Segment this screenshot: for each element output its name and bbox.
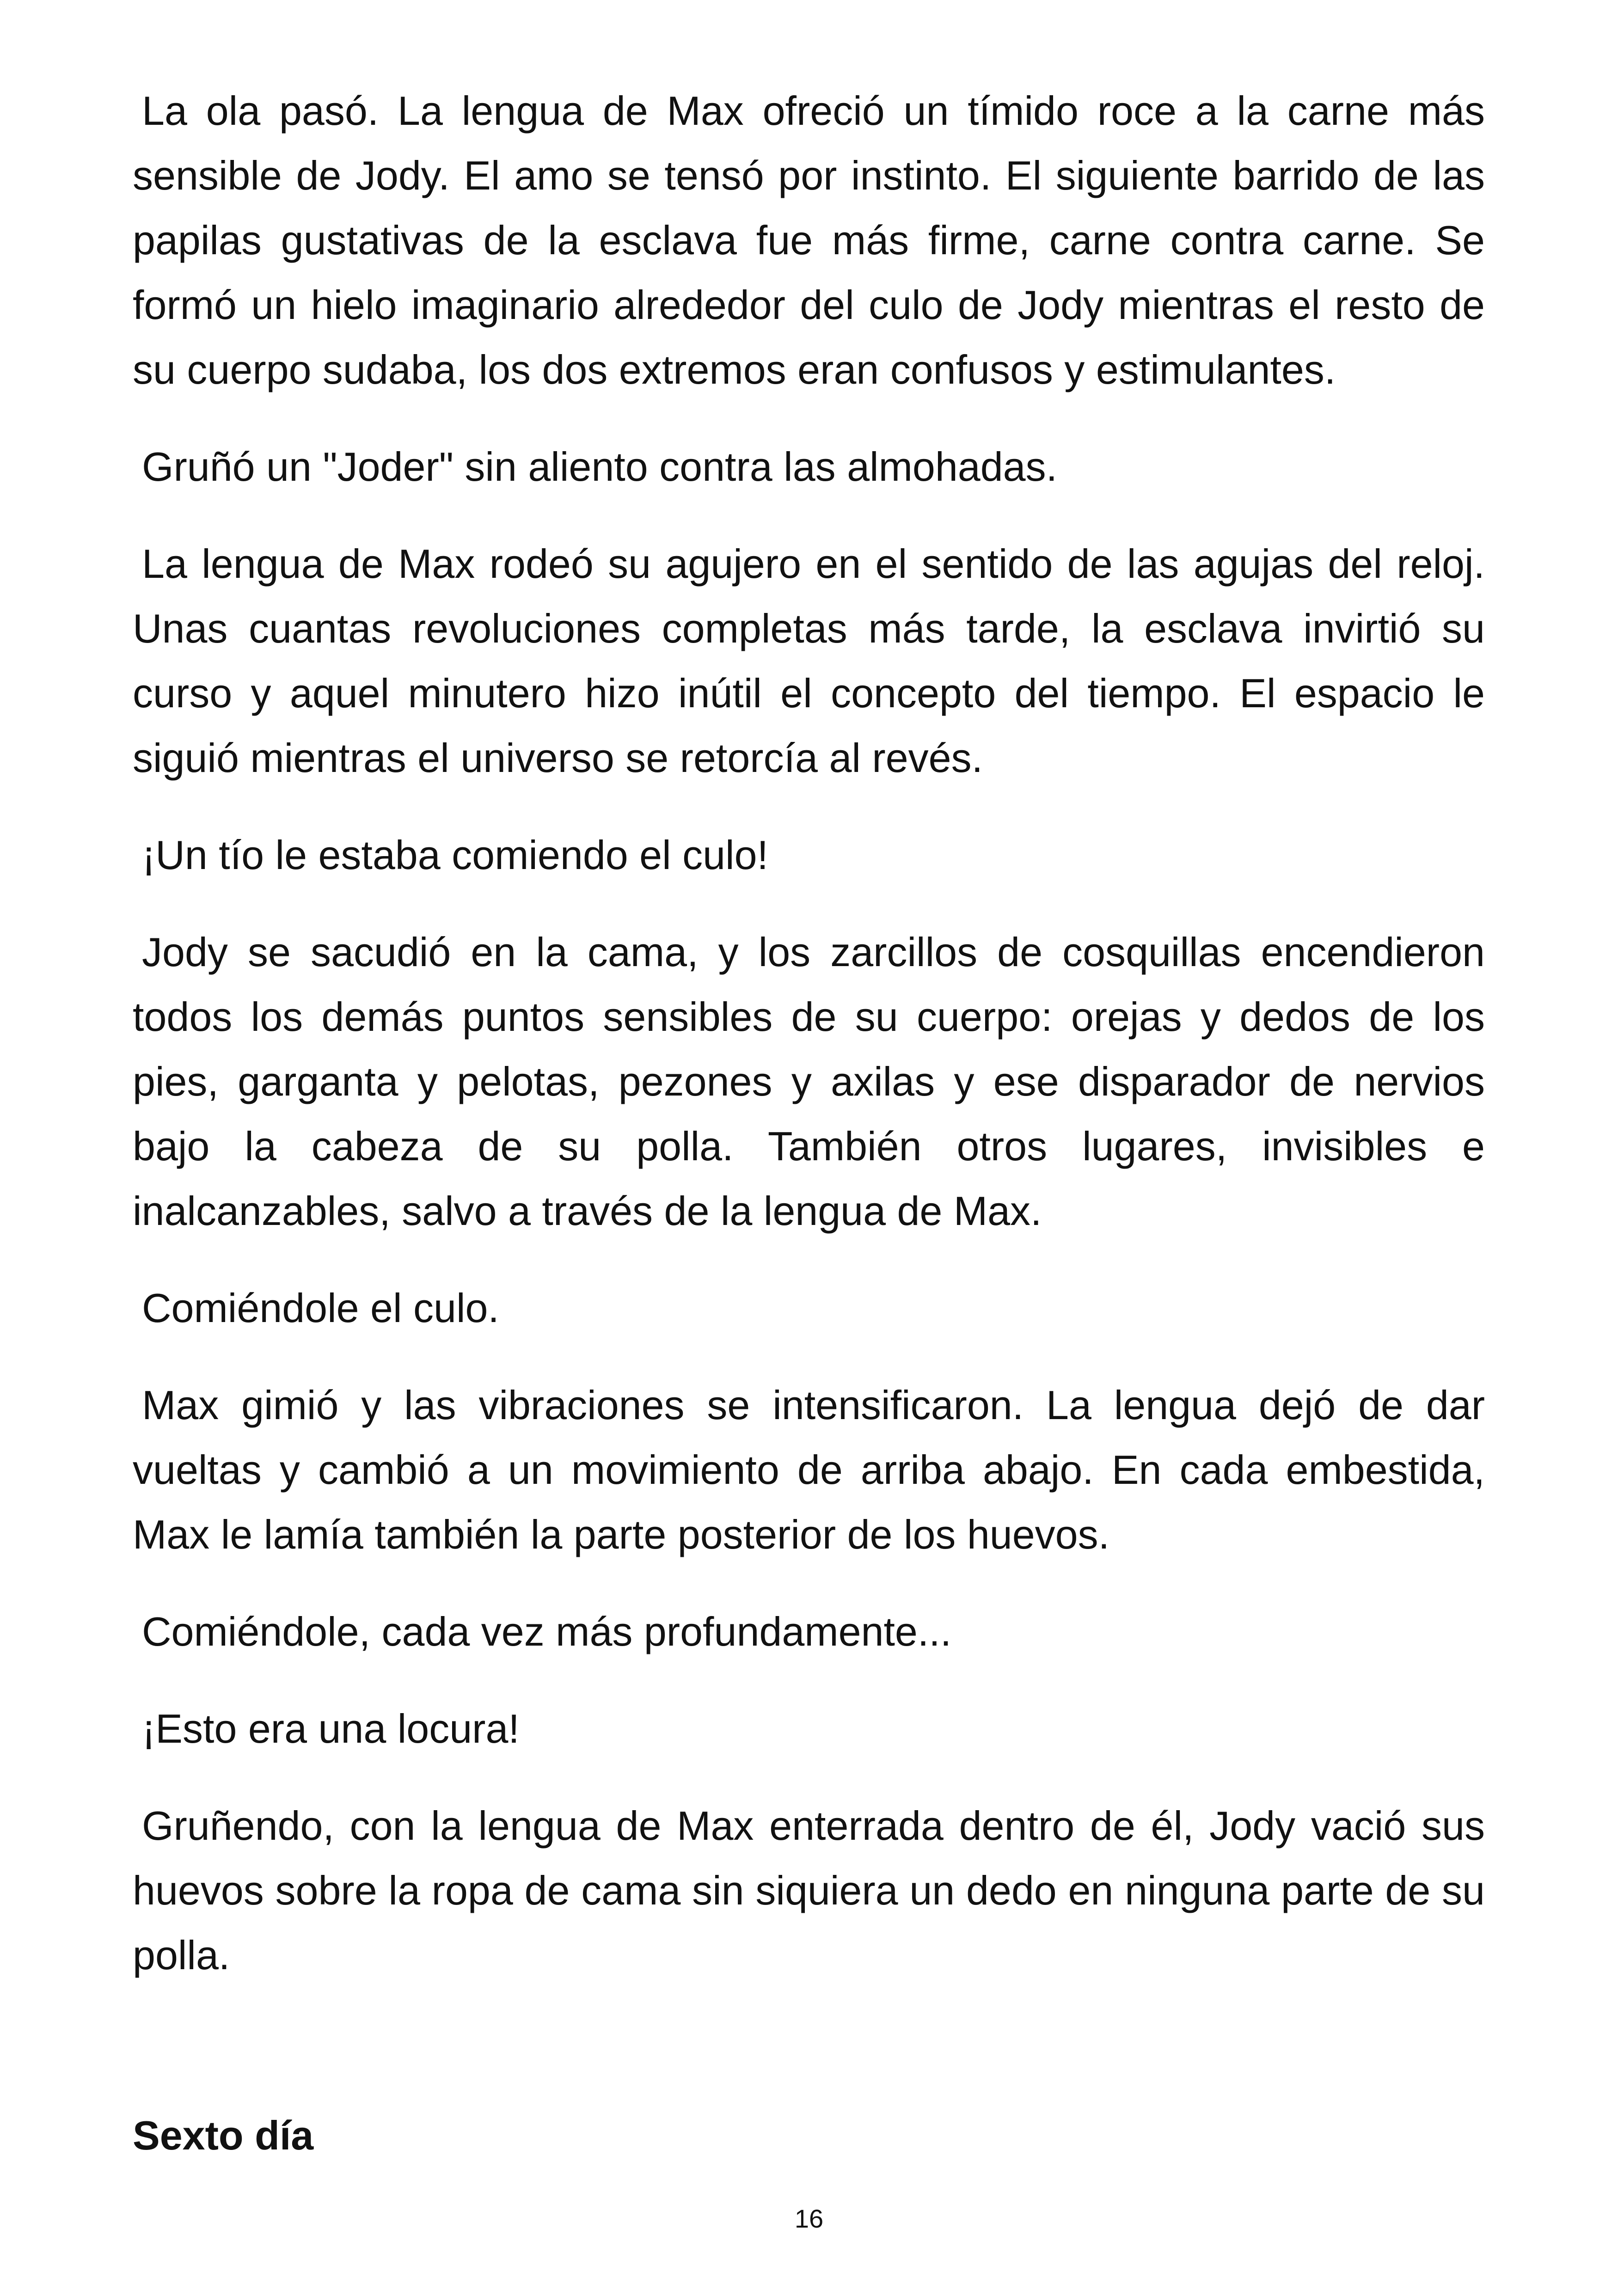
paragraph-1: La ola pasó. La lengua de Max ofreció un tímido roce a la carne más sensible de Jody. El amo se tensó por instinto. El siguiente barrido de las papilas gustativas de la esclava fue más firme, carne contra carne. Se formó un hielo imaginario alrededor del culo de Jody mientras el resto de su cuerpo sudaba, los dos extremos eran confusos y estimulantes. [133, 88, 1485, 392]
paragraph-3: La lengua de Max rodeó su agujero en el sentido de las agujas del reloj. Unas cuantas revoluciones completas más tarde, la esclava invirtió su curso y aquel minutero hizo inútil el concepto del tiempo. El espacio le siguió mientras el universo se retorcía al revés. [133, 541, 1485, 781]
paragraph-4: ¡Un tío le estaba comiendo el culo! [142, 832, 768, 878]
paragraph-5: Jody se sacudió en la cama, y los zarcillos de cosquillas encendieron todos los demás puntos sensibles de su cuerpo: orejas y dedos de los pies, garganta y pelotas, pezones y axilas y ese disparador de nervios bajo la cabeza de su polla. También otros lugares, invisibles e inalcanzables, salvo a través de la lengua de Max. [133, 929, 1485, 1234]
page-number: 16 [794, 2204, 824, 2233]
section-heading: Sexto día [133, 2112, 314, 2158]
paragraph-9: ¡Esto era una locura! [142, 1706, 520, 1751]
paragraph-10: Gruñendo, con la lengua de Max enterrada dentro de él, Jody vació sus huevos sobre la ropa de cama sin siquiera un dedo en ninguna parte de su polla. [133, 1803, 1485, 1978]
body-text [133, 79, 1485, 2020]
paragraph-2: Gruñó un "Joder" sin aliento contra las almohadas. [142, 444, 1058, 490]
paragraph-7: Max gimió y las vibraciones se intensificaron. La lengua dejó de dar vueltas y cambió a un movimiento de arriba abajo. En cada embestida, Max le lamía también la parte posterior de los huevos. [133, 1382, 1485, 1557]
paragraph-6: Comiéndole el culo. [142, 1285, 499, 1331]
paragraph-8: Comiéndole, cada vez más profundamente... [142, 1609, 952, 1654]
